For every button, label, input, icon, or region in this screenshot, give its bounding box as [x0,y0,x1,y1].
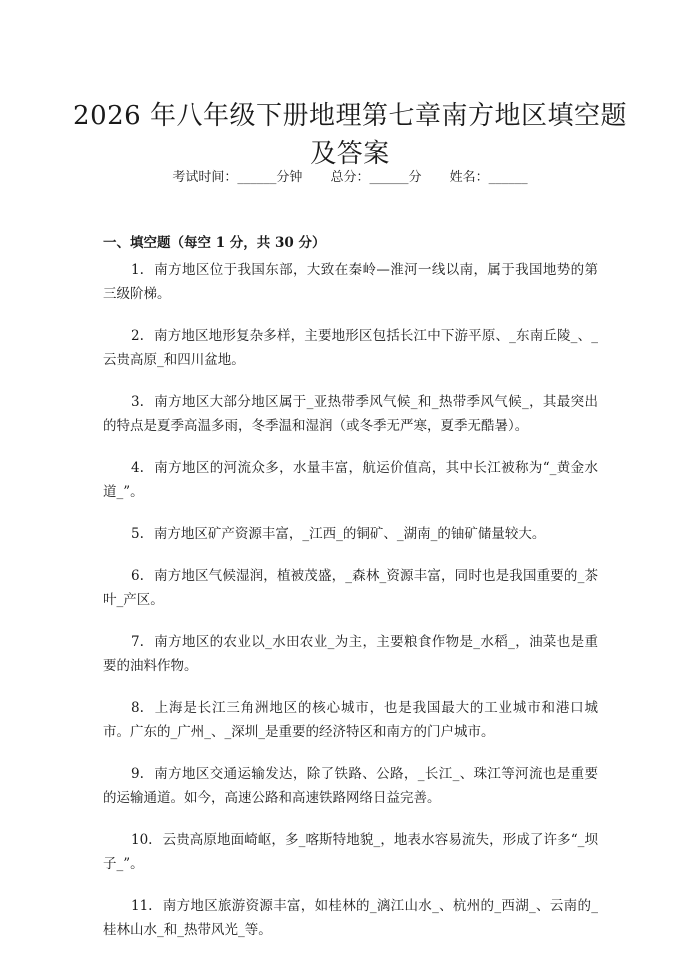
question-number: 4. [131,460,144,476]
question-item [103,564,598,612]
question-number: 10. [131,832,153,848]
question-text: 南方地区矿产资源丰富，_江西_的铜矿、_湖南_的铀矿储量较大。 [153,526,546,542]
question-text: 南方地区的河流众多，水量丰富，航运价值高，其中长江被称为“_黄金水道_”。 [103,460,598,500]
student-name: 姓名：______ [449,170,528,185]
question-item [103,828,598,876]
question-text: 南方地区气候湿润，植被茂盛，_森林_资源丰富，同时也是我国重要的_茶叶_产区。 [103,568,598,608]
question-number: 9. [131,766,144,782]
question-item [103,522,598,546]
question-number: 7. [131,634,144,650]
exam-time: 考试时间：______分钟 [172,170,303,185]
question-text: 南方地区位于我国东部，大致在秦岭—淮河一线以南，属于我国地势的第三级阶梯。 [103,262,598,302]
question-number: 11. [131,898,153,914]
question-text: 南方地区旅游资源丰富，如桂林的_漓江山水_、杭州的_西湖_、云南的_桂林山水_和_热带风光_等。 [103,898,598,938]
question-item [103,324,598,372]
question-text: 上海是长江三角洲地区的核心城市，也是我国最大的工业城市和港口城市。广东的_广州_、_深圳_是重要的经济特区和南方的门户城市。 [103,700,598,740]
question-text: 南方地区大部分地区属于_亚热带季风气候_和_热带季风气候_，其最突出的特点是夏季高温多雨，冬季温和湿润（或冬季无严寒，夏季无酷暑）。 [103,394,598,434]
page-title: 2026 年八年级下册地理第七章南方地区填空题及答案 [73,101,627,170]
question-list [103,258,598,960]
question-item [103,630,598,678]
question-item [103,390,598,438]
exam-total-score: 总分：______分 [330,170,422,185]
question-item [103,258,598,306]
section-heading: 一、填空题（每空 1 分，共 30 分） [103,235,326,251]
question-number: 8. [131,700,144,716]
question-item [103,456,598,504]
question-number: 2. [131,328,144,344]
exam-info [0,168,700,188]
question-number: 1. [131,262,144,278]
question-text: 南方地区的农业以_水田农业_为主，主要粮食作物是_水稻_，油菜也是重要的油料作物。 [103,634,598,674]
question-item [103,696,598,744]
question-item [103,762,598,810]
question-text: 云贵高原地面崎岖，多_喀斯特地貌_，地表水容易流失，形成了许多“_坝子_”。 [103,832,598,872]
question-number: 6. [131,568,144,584]
question-text: 南方地区地形复杂多样，主要地形区包括长江中下游平原、_东南丘陵_、_云贵高原_和四川盆地。 [103,328,598,368]
question-item [103,894,598,942]
question-number: 3. [131,394,144,410]
question-text: 南方地区交通运输发达，除了铁路、公路，_长江_、珠江等河流也是重要的运输通道。如今，高速公路和高速铁路网络日益完善。 [103,766,598,806]
question-number: 5. [131,526,144,542]
